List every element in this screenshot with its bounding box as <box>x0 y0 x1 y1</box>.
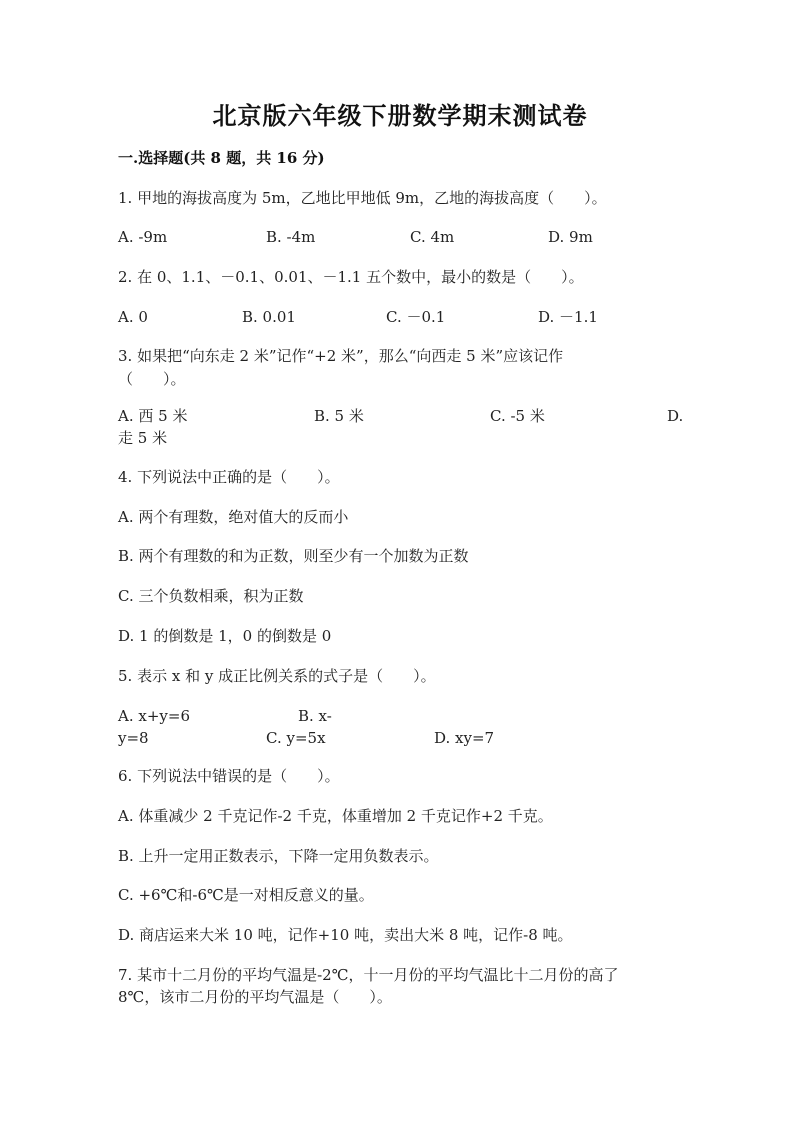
question-5-option-a: A. x+y=6 <box>118 707 190 725</box>
question-4-option-a: A. 两个有理数，绝对值大的反而小 <box>118 508 349 526</box>
question-3-option-c: C. -5 米 <box>490 407 545 425</box>
question-4-option-c: C. 三个负数相乘，积为正数 <box>118 587 304 605</box>
question-5-option-b: B. x- <box>298 707 332 725</box>
question-6-option-a: A. 体重减少 2 千克记作-2 千克，体重增加 2 千克记作+2 千克。 <box>118 807 553 825</box>
question-2-option-d: D. －1.1 <box>538 308 598 326</box>
question-3-stem: 3. 如果把“向东走 2 米”记作“+2 米”，那么“向西走 5 米”应该记作 <box>118 347 564 365</box>
question-5-option-d: D. xy=7 <box>434 729 495 747</box>
question-2-option-c: C. －0.1 <box>386 308 446 326</box>
question-7-stem-continued: 8℃，该市二月份的平均气温是（ ）。 <box>118 988 392 1006</box>
question-6-option-c: C. +6℃和-6℃是一对相反意义的量。 <box>118 886 374 904</box>
question-1-option-c: C. 4m <box>410 228 455 246</box>
question-5-option-c: C. y=5x <box>266 729 326 747</box>
page-title: 北京版六年级下册数学期末测试卷 <box>212 101 588 130</box>
question-3-option-d-continued: 走 5 米 <box>118 429 168 447</box>
question-6-option-b: B. 上升一定用正数表示，下降一定用负数表示。 <box>118 847 439 865</box>
question-3-stem-continued: （ ）。 <box>118 370 186 388</box>
question-4-stem: 4. 下列说法中正确的是（ ）。 <box>118 468 340 486</box>
question-6-option-d: D. 商店运来大米 10 吨，记作+10 吨，卖出大米 8 吨，记作-8 吨。 <box>118 926 573 944</box>
question-3-option-a: A. 西 5 米 <box>118 407 188 425</box>
question-6-stem: 6. 下列说法中错误的是（ ）。 <box>118 767 340 785</box>
question-2-stem: 2. 在 0、1.1、－0.1、0.01、－1.1 五个数中，最小的数是（ ）。 <box>118 268 584 286</box>
question-1-stem: 1. 甲地的海拔高度为 5m，乙地比甲地低 9m，乙地的海拔高度（ ）。 <box>118 189 607 207</box>
question-3-option-b: B. 5 米 <box>314 407 364 425</box>
question-2-option-b: B. 0.01 <box>242 308 296 326</box>
question-4-option-d: D. 1 的倒数是 1，0 的倒数是 0 <box>118 627 332 645</box>
question-5-option-b-continued: y=8 <box>118 729 149 747</box>
question-3-option-d: D. <box>667 407 684 425</box>
question-1-option-a: A. -9m <box>118 228 168 246</box>
question-5-stem: 5. 表示 x 和 y 成正比例关系的式子是（ ）。 <box>118 667 436 685</box>
question-2-option-a: A. 0 <box>118 308 148 326</box>
question-4-option-b: B. 两个有理数的和为正数，则至少有一个加数为正数 <box>118 547 469 565</box>
question-1-option-d: D. 9m <box>548 228 593 246</box>
section-heading: 一.选择题(共 8 题，共 16 分) <box>118 149 325 167</box>
question-7-stem: 7. 某市十二月份的平均气温是-2℃，十一月份的平均气温比十二月份的高了 <box>118 966 619 984</box>
question-1-option-b: B. -4m <box>266 228 316 246</box>
